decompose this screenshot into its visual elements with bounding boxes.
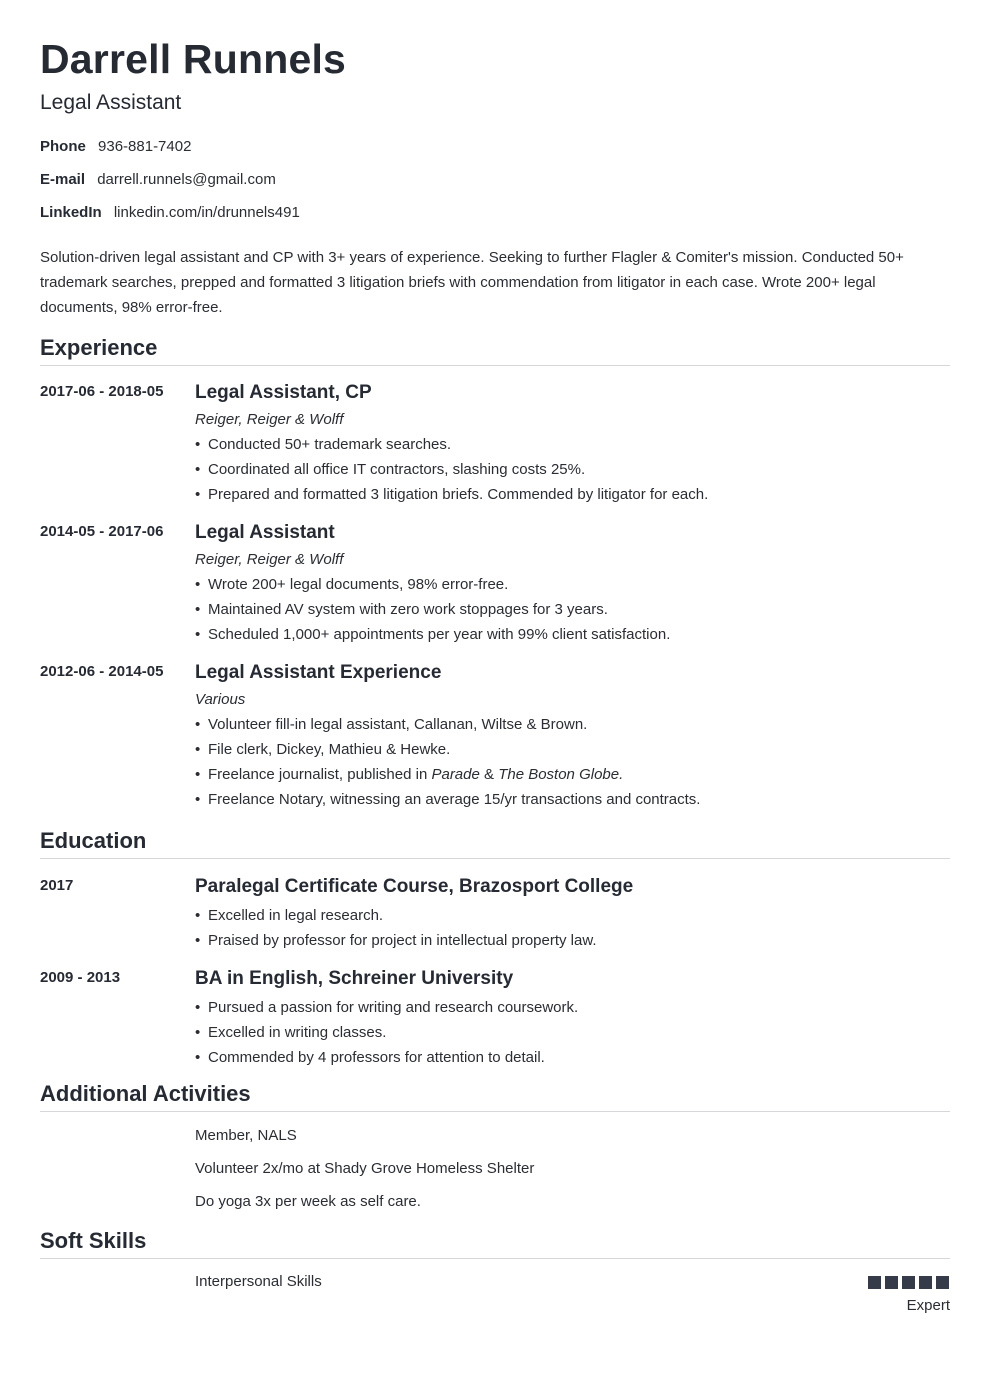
activity-item: Volunteer 2x/mo at Shady Grove Homeless Shelter [195, 1160, 535, 1177]
bullet-item: • Commended by 4 professors for attention to detail. [195, 1045, 950, 1070]
job-title: Legal Assistant [40, 91, 182, 114]
skill-rating-square [919, 1276, 932, 1289]
experience-entry [40, 520, 950, 647]
entry-bullets [195, 572, 950, 647]
skill-row [40, 1259, 950, 1314]
entry-org: Various [195, 691, 246, 708]
experience-entry [40, 380, 950, 507]
entry-bullets [195, 995, 950, 1070]
entry-role: Legal Assistant, CP [195, 382, 372, 403]
entry-dates: 2014-05 - 2017-06 [40, 523, 164, 540]
skill-rating-square [868, 1276, 881, 1289]
section-heading: Experience [40, 335, 950, 366]
entry-bullets [195, 712, 950, 812]
skill-level: Expert [906, 1297, 950, 1314]
linkedin-value: linkedin.com/in/drunnels491 [113, 204, 300, 221]
skill-rating-square [936, 1276, 949, 1289]
entry-dates: 2009 - 2013 [40, 969, 121, 986]
section-heading: Education [40, 828, 950, 859]
bullet-item: • Prepared and formatted 3 litigation briefs. Commended by litigator for each. [195, 482, 950, 507]
bullet-item: • Freelance Notary, witnessing an average 15/yr transactions and contracts. [195, 787, 950, 812]
bullet-text: Freelance journalist, published in [208, 766, 432, 783]
bullet-item: • Coordinated all office IT contractors, slashing costs 25%. [195, 457, 950, 482]
entry-bullets [195, 432, 950, 507]
activity-item: Member, NALS [195, 1127, 297, 1144]
entry-dates: 2017-06 - 2018-05 [40, 383, 164, 400]
bullet-item: • Praised by professor for project in intellectual property law. [195, 928, 950, 953]
contact-block [40, 137, 300, 236]
summary-paragraph: Solution-driven legal assistant and CP with 3+ years of experience. Seeking to further Flagler & Comiter's mission. Conducted 50+ trademark searches, prepped and formatted 3 litigation briefs with commendation from litigator in each case. Wrote 200+ legal documents, 98% error-free. [40, 249, 904, 316]
bullet-item: • Pursued a passion for writing and research coursework. [195, 995, 950, 1020]
entry-bullets [195, 903, 950, 953]
skill-rating-square [902, 1276, 915, 1289]
education-entry [40, 966, 950, 1070]
publication-name: Parade [431, 766, 480, 783]
activities-list [195, 1126, 950, 1225]
entry-degree: Paralegal Certificate Course, Brazosport College [195, 876, 634, 897]
bullet-item: • File clerk, Dickey, Mathieu & Hewke. [195, 737, 950, 762]
bullet-item: • Maintained AV system with zero work stoppages for 3 years. [195, 597, 950, 622]
publication-name: The Boston Globe. [498, 766, 624, 783]
section-heading: Additional Activities [40, 1081, 950, 1112]
section-heading: Soft Skills [40, 1228, 950, 1259]
contact-linkedin [40, 203, 300, 236]
skill-rating-square [885, 1276, 898, 1289]
skill-name: Interpersonal Skills [195, 1273, 322, 1290]
soft-skills-section [40, 1228, 950, 1314]
entry-role: Legal Assistant [195, 522, 335, 543]
contact-label: LinkedIn [40, 204, 102, 221]
entry-org: Reiger, Reiger & Wolff [195, 551, 344, 568]
entry-dates: 2012-06 - 2014-05 [40, 663, 164, 680]
education-section [40, 828, 950, 1070]
email-value: darrell.runnels@gmail.com [97, 171, 276, 188]
skill-rating [868, 1276, 949, 1289]
bullet-item: • Wrote 200+ legal documents, 98% error-free. [195, 572, 950, 597]
entry-dates: 2017 [40, 877, 74, 894]
entry-role: Legal Assistant Experience [195, 662, 442, 683]
contact-phone [40, 137, 300, 170]
experience-entry [40, 660, 950, 812]
experience-section [40, 335, 950, 812]
bullet-item [195, 762, 950, 787]
phone-value: 936-881-7402 [98, 138, 192, 155]
bullet-text: & [479, 766, 499, 783]
activity-item: Do yoga 3x per week as self care. [195, 1193, 421, 1210]
education-entry [40, 874, 950, 953]
bullet-item: • Volunteer fill-in legal assistant, Callanan, Wiltse & Brown. [195, 712, 950, 737]
bullet-item: • Excelled in writing classes. [195, 1020, 950, 1045]
entry-org: Reiger, Reiger & Wolff [195, 411, 344, 428]
contact-email [40, 170, 300, 203]
activities-section [40, 1081, 950, 1225]
bullet-item: • Scheduled 1,000+ appointments per year with 99% client satisfaction. [195, 622, 950, 647]
contact-label: E-mail [40, 171, 86, 188]
candidate-name: Darrell Runnels [40, 36, 347, 82]
contact-label: Phone [40, 138, 86, 155]
bullet-item: • Conducted 50+ trademark searches. [195, 432, 950, 457]
bullet-item: • Excelled in legal research. [195, 903, 950, 928]
entry-degree: BA in English, Schreiner University [195, 968, 514, 989]
